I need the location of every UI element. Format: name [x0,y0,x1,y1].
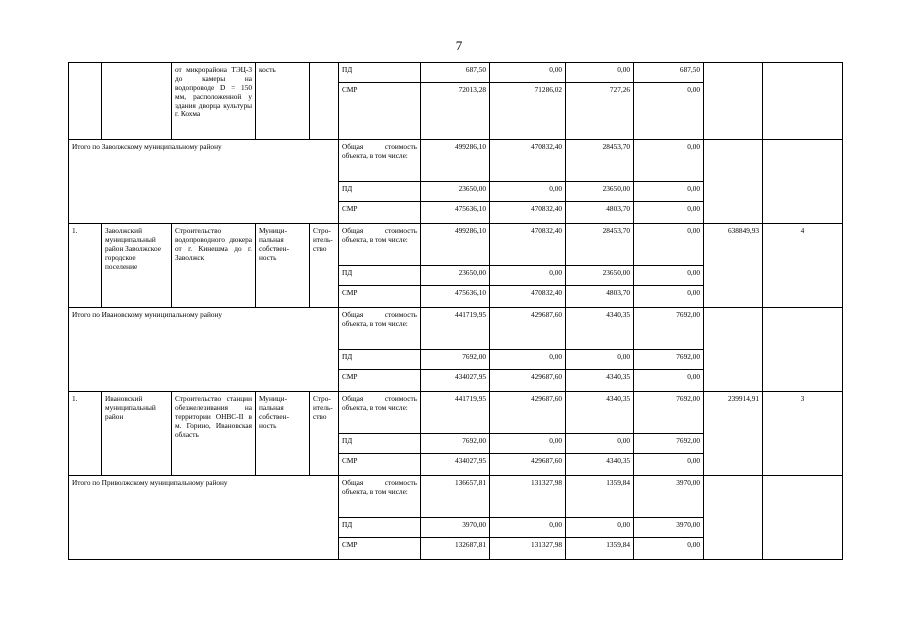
count-cell [763,308,843,392]
value-cell: 4340,35 [566,370,634,392]
value-cell: 687,50 [634,63,704,83]
count-cell [763,476,843,560]
value-cell: 441719,95 [421,392,490,434]
value-cell: 470832,40 [490,140,566,182]
value-cell: 71286,02 [490,83,566,140]
value-cell: 4340,35 [566,392,634,434]
count-cell [763,140,843,224]
table-row [69,224,843,266]
ownership-cell: кость [256,63,310,140]
value-cell: 429687,60 [490,308,566,350]
value-cell: 3970,00 [634,518,704,538]
table-row [69,308,843,350]
total-cost-label: Общая стоимость объекта, в том числе: [339,476,421,518]
object-desc-cell: Строительство водопроводного дюкера от г. Кинешма до г. Заволжск [172,224,256,308]
value-cell: 23650,00 [566,182,634,202]
estimate-cell [704,140,763,224]
value-cell: 131327,98 [490,476,566,518]
funding-table [68,62,843,560]
municipality-cell [102,63,172,140]
value-cell: 0,00 [634,224,704,266]
object-desc-cell: Строительство станции обезжелезивания на территории ОНВС-II в м. Горино, Ивановская область [172,392,256,476]
pd-label: ПД [339,182,421,202]
value-cell: 727,26 [566,83,634,140]
smr-label: СМР [339,202,421,224]
estimate-cell [704,308,763,392]
value-cell: 499286,10 [421,140,490,182]
value-cell: 4340,35 [566,308,634,350]
value-cell: 23650,00 [566,266,634,286]
work-type-cell: Стро-итель-ство [310,392,339,476]
work-type-cell: Стро-итель-ство [310,224,339,308]
num-cell: 1. [69,224,102,308]
count-cell: 3 [763,392,843,476]
smr-label: СМР [339,83,421,140]
value-cell: 23650,00 [421,266,490,286]
value-cell: 434027,95 [421,454,490,476]
value-cell: 0,00 [566,434,634,454]
total-cost-label: Общая стоимость объекта, в том числе: [339,140,421,182]
estimate-cell [704,63,763,140]
table-row [69,140,843,182]
value-cell: 1359,84 [566,476,634,518]
value-cell: 7692,00 [634,308,704,350]
table-row [69,63,843,83]
value-cell: 28453,70 [566,140,634,182]
value-cell: 0,00 [490,434,566,454]
smr-label: СМР [339,286,421,308]
value-cell: 0,00 [634,370,704,392]
pd-label: ПД [339,266,421,286]
value-cell: 72013,28 [421,83,490,140]
value-cell: 0,00 [634,538,704,560]
value-cell: 0,00 [490,266,566,286]
value-cell: 0,00 [566,63,634,83]
value-cell: 429687,60 [490,454,566,476]
smr-label: СМР [339,370,421,392]
value-cell: 475636,10 [421,286,490,308]
value-cell: 0,00 [634,266,704,286]
num-cell: 1. [69,392,102,476]
value-cell: 0,00 [634,140,704,182]
total-cost-label: Общая стоимость объекта, в том числе: [339,224,421,266]
page-number: 7 [455,38,463,53]
pd-label: ПД [339,63,421,83]
value-cell: 7692,00 [421,434,490,454]
municipality-cell: Ивановский муниципальный район [102,392,172,476]
smr-label: СМР [339,454,421,476]
district-total-label: Итого по Заволжскому муниципальному району [69,140,339,224]
pd-label: ПД [339,350,421,370]
value-cell: 4340,35 [566,454,634,476]
pd-label: ПД [339,434,421,454]
value-cell: 1359,84 [566,538,634,560]
table-row [69,392,843,434]
value-cell: 7692,00 [634,434,704,454]
total-cost-label: Общая стоимость объекта, в том числе: [339,392,421,434]
value-cell: 0,00 [490,63,566,83]
value-cell: 687,50 [421,63,490,83]
value-cell: 0,00 [566,518,634,538]
value-cell: 3970,00 [421,518,490,538]
work-type-cell [310,63,339,140]
value-cell: 441719,95 [421,308,490,350]
ownership-cell: Муници-пальная собствен-ность [256,224,310,308]
value-cell: 470832,40 [490,286,566,308]
value-cell: 0,00 [566,350,634,370]
value-cell: 7692,00 [634,392,704,434]
value-cell: 0,00 [490,182,566,202]
value-cell: 136657,81 [421,476,490,518]
value-cell: 0,00 [634,83,704,140]
value-cell: 7692,00 [421,350,490,370]
value-cell: 0,00 [634,454,704,476]
pd-label: ПД [339,518,421,538]
num-cell [69,63,102,140]
value-cell: 132687,81 [421,538,490,560]
value-cell: 429687,60 [490,370,566,392]
count-cell [763,63,843,140]
value-cell: 475636,10 [421,202,490,224]
estimate-cell: 638849,93 [704,224,763,308]
value-cell: 28453,70 [566,224,634,266]
table-row [69,476,843,518]
value-cell: 0,00 [634,202,704,224]
smr-label: СМР [339,538,421,560]
value-cell: 470832,40 [490,202,566,224]
object-desc-cell: от микрорайона ТЭЦ-3 до камеры на водопроводе D = 150 мм, расположенной у здания дворца культуры г. Кохма [172,63,256,140]
value-cell: 434027,95 [421,370,490,392]
value-cell: 3970,00 [634,476,704,518]
value-cell: 0,00 [490,350,566,370]
value-cell: 4803,70 [566,286,634,308]
district-total-label: Итого по Ивановскому муниципальному району [69,308,339,392]
municipality-cell: Заволжский муниципальный район Заволжское городское поселение [102,224,172,308]
value-cell: 7692,00 [634,350,704,370]
value-cell: 131327,98 [490,538,566,560]
district-total-label: Итого по Приволжскому муниципальному району [69,476,339,560]
estimate-cell: 239914,91 [704,392,763,476]
value-cell: 429687,60 [490,392,566,434]
value-cell: 0,00 [634,286,704,308]
value-cell: 0,00 [634,182,704,202]
count-cell: 4 [763,224,843,308]
value-cell: 0,00 [490,518,566,538]
value-cell: 23650,00 [421,182,490,202]
value-cell: 499286,10 [421,224,490,266]
total-cost-label: Общая стоимость объекта, в том числе: [339,308,421,350]
value-cell: 470832,40 [490,224,566,266]
estimate-cell [704,476,763,560]
ownership-cell: Муници-пальная собствен-ность [256,392,310,476]
value-cell: 4803,70 [566,202,634,224]
